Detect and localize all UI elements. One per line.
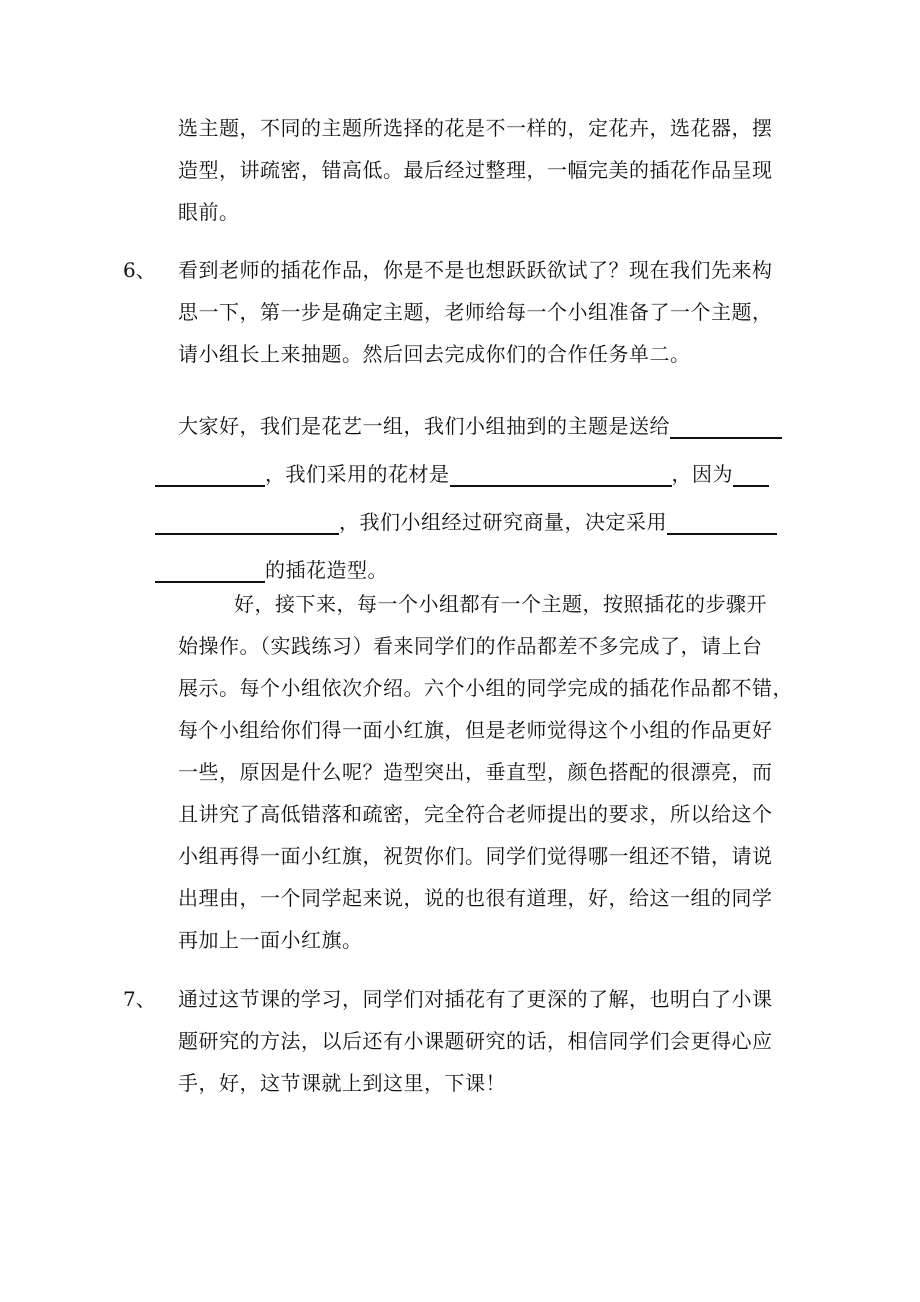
blank-theme-recipient[interactable] [670,415,782,439]
item-6-line-3: 请小组长上来抽题。然后回去完成你们的合作任务单二。 [178,342,691,366]
activity-line-1: 好，接下来，每一个小组都有一个主题，按照插花的步骤开 [234,592,767,616]
template-line-4-text: 的插花造型。 [265,558,388,582]
blank-reason-cont[interactable] [155,511,339,535]
item-7-line-1: 通过这节课的学习，同学们对插花有了更深的了解，也明白了小课 [178,987,773,1011]
blank-arrangement-style-cont[interactable] [155,559,265,583]
intro-line-2: 造型，讲疏密，错高低。最后经过整理，一幅完美的插花作品呈现 [178,158,773,182]
template-line-2 [155,461,769,487]
template-line-1 [178,413,782,439]
intro-line-3: 眼前。 [178,200,240,224]
activity-line-2: 始操作。（实践练习）看来同学们的作品都差不多完成了，请上台 [178,634,763,658]
template-line-4 [155,557,388,583]
template-line-2-text-b: ，因为 [671,462,733,486]
activity-line-4: 每个小组给你们得一面小红旗，但是老师觉得这个小组的作品更好 [178,718,773,742]
item-6-line-2: 思一下，第一步是确定主题，老师给每一个小组准备了一个主题， [178,300,773,324]
item-6-line-1: 看到老师的插花作品，你是不是也想跃跃欲试了？现在我们先来构 [178,258,773,282]
activity-line-7: 小组再得一面小红旗，祝贺你们。同学们觉得哪一组还不错，请说 [178,844,773,868]
activity-line-9: 再加上一面小红旗。 [178,928,363,952]
activity-line-8: 出理由，一个同学起来说，说的也很有道理，好，给这一组的同学 [178,886,773,910]
template-line-1-text: 大家好，我们是花艺一组，我们小组抽到的主题是送给 [178,414,670,438]
intro-line-1: 选主题，不同的主题所选择的花是不一样的，定花卉，选花器，摆 [178,116,773,140]
item-7-line-3: 手，好，这节课就上到这里，下课！ [178,1071,506,1095]
blank-theme-recipient-cont[interactable] [155,463,265,487]
blank-flower-material[interactable] [450,463,672,487]
activity-line-5: 一些，原因是什么呢？造型突出，垂直型，颜色搭配的很漂亮，而 [178,760,773,784]
blank-arrangement-style[interactable] [667,511,777,535]
activity-line-6: 且讲究了高低错落和疏密，完全符合老师提出的要求，所以给这个 [178,802,773,826]
item-6-number: 6、 [123,258,156,282]
template-line-3 [155,509,777,535]
template-line-2-text-a: ，我们采用的花材是 [265,462,450,486]
blank-reason[interactable] [733,463,769,487]
activity-line-3: 展示。每个小组依次介绍。六个小组的同学完成的插花作品都不错， [178,676,793,700]
item-7-number: 7、 [123,987,156,1011]
template-line-3-text: ，我们小组经过研究商量，决定采用 [339,510,667,534]
item-7-line-2: 题研究的方法，以后还有小课题研究的话，相信同学们会更得心应 [178,1029,773,1053]
